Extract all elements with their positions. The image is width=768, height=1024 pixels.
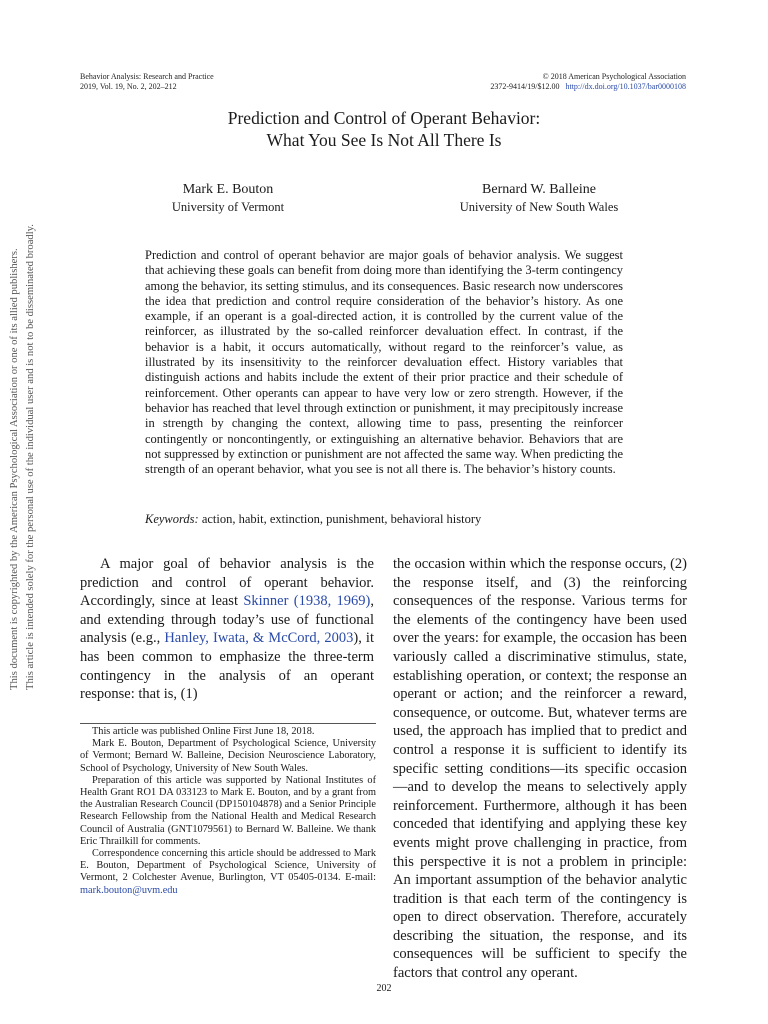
email-link[interactable]: mark.bouton@uvm.edu [80,884,178,896]
keywords-text: action, habit, extinction, punishment, behavioral history [201,512,482,526]
author-affiliation: University of New South Wales [459,200,619,214]
body-paragraph: the occasion within which the response occurs, (2) the response itself, and (3) the reinforcing consequences of the response. Various terms for the elements of the contingency have been used over the years: for example, the occasion has been variously called a discriminative stimulus, state, establishing operation, or context; the response an operant or action; and the reinforcer a reward, consequence, or outcome. But, whatever terms are used, the approach has implied that to predict and control a response it is sufficient to identify its specific setting conditions—its specific occasion—and to develop the means to selectively apply reinforcement. Furthermore, although it has been conceded that identifying and applying these key events might prove challenging in practice, from this perspective it is not a problem in principle: An important assumption of the behavior analytic tradition is that each term of the contingency is open to direct observation. Therefore, accurately describing the situation, the response, and its consequences will be sufficient to specify the factors that control any operant. [393,556,687,982]
body-text: ), it has been common to emphasize the three-term contingency in the analysis of an operant response: that is, (1) [80,630,374,703]
doi-link[interactable]: http://dx.doi.org/10.1037/bar0000108 [565,82,686,91]
citation-skinner[interactable]: Skinner (1938, 1969) [243,593,371,610]
author-name: Mark E. Bouton [182,182,274,197]
footnote-funding: Preparation of this article was supported by National Institutes of Health Grant RO1 DA 033123 to Mark E. Bouton, and by a grant from the Australian Research Council (DP150104878) and a Senior Principle Research Fellowship from the National Health and Medical Research Council of Australia (GNT1079561) to Bernard W. Balleine. We thank Eric Thrailkill for comments. [80,774,376,847]
author-name: Bernard W. Balleine [482,182,596,197]
body-text: , and extending through today’s use of functional analysis (e.g., [80,593,375,647]
body-column-right [393,555,687,983]
volume-info: 2019, Vol. 19, No. 2, 202–212 [80,82,177,91]
footnotes [80,723,376,897]
keywords-label: Keywords: [145,512,199,526]
footnote-correspondence [80,848,376,897]
intro-paragraph [80,555,374,704]
body-column-left [80,555,374,704]
author-affiliation: University of Vermont [171,200,285,214]
author-block-1 [98,181,358,216]
article-title [0,107,768,151]
journal-name: Behavior Analysis: Research and Practice [80,72,214,81]
keywords [145,511,481,527]
journal-header-left [80,72,214,92]
issn-doi-line [490,82,686,92]
copyright-sidebar-line-2: This article is intended solely for the personal use of the individual user and is not to be disseminated broadly. [25,224,36,690]
page-number: 202 [376,983,392,994]
abstract: Prediction and control of operant behavior are major goals of behavior analysis. We suggest that achieving these goals can benefit from doing more than identifying the 3-term contingency among the behavior, its setting stimulus, and its consequences. Basic research now underscores the idea that prediction and control require consideration of the behavior’s history. As one example, if an operant is a goal-directed action, it is controlled by the current value of the reinforcer, as illustrated by the so-called reinforcer devaluation effect. In contrast, if the behavior is a habit, it occurs automatically, without regard to the reinforcer’s value, as illustrated by its insensitivity to the reinforcer devaluation effect. History variables that distinguish actions and habits include the extent of their prior practice and their schedule of reinforcement. Other operants can appear to have very low or zero strength. However, if the behavior has reached that level through extinction or punishment, it may precipitously increase in strength by changing the context, allowing time to pass, presenting the reinforcer contingently or noncontingently, or extinguishing an alternative behavior. Behaviors that are not suppressed by extinction or punishment are not affected the same way. When predicting the strength of an operant behavior, what you see is not all there is. The behavior’s history counts. [145,248,623,477]
journal-header-right [490,72,686,92]
body-text: A major goal of behavior analysis is the prediction and control of operant behavior. Accordingly, since at least [80,556,374,610]
copyright-notice: © 2018 American Psychological Association [542,72,686,81]
citation-hanley[interactable]: Hanley, Iwata, & McCord, 2003 [164,630,354,647]
title-line-2: What You See Is Not All There Is [266,130,502,150]
copyright-sidebar-line-1: This document is copyrighted by the American Psychological Association or one of its allied publishers. [9,248,20,690]
title-line-1: Prediction and Control of Operant Behavior: [227,108,541,128]
footnote-published: This article was published Online First June 18, 2018. [92,726,315,737]
correspondence-text: Correspondence concerning this article should be addressed to Mark E. Bouton, Department of Psychological Science, University of Vermont, 2 Colchester Avenue, Burlington, VT 05405-0134. E-mail: [80,848,376,884]
issn: 2372-9414/19/$12.00 [490,82,560,91]
footnote-affiliations: Mark E. Bouton, Department of Psychological Science, University of Vermont; Bernard W. Balleine, Decision Neuroscience Laboratory, School of Psychology, University of New South Wales. [80,738,376,774]
author-block-2 [409,181,669,216]
